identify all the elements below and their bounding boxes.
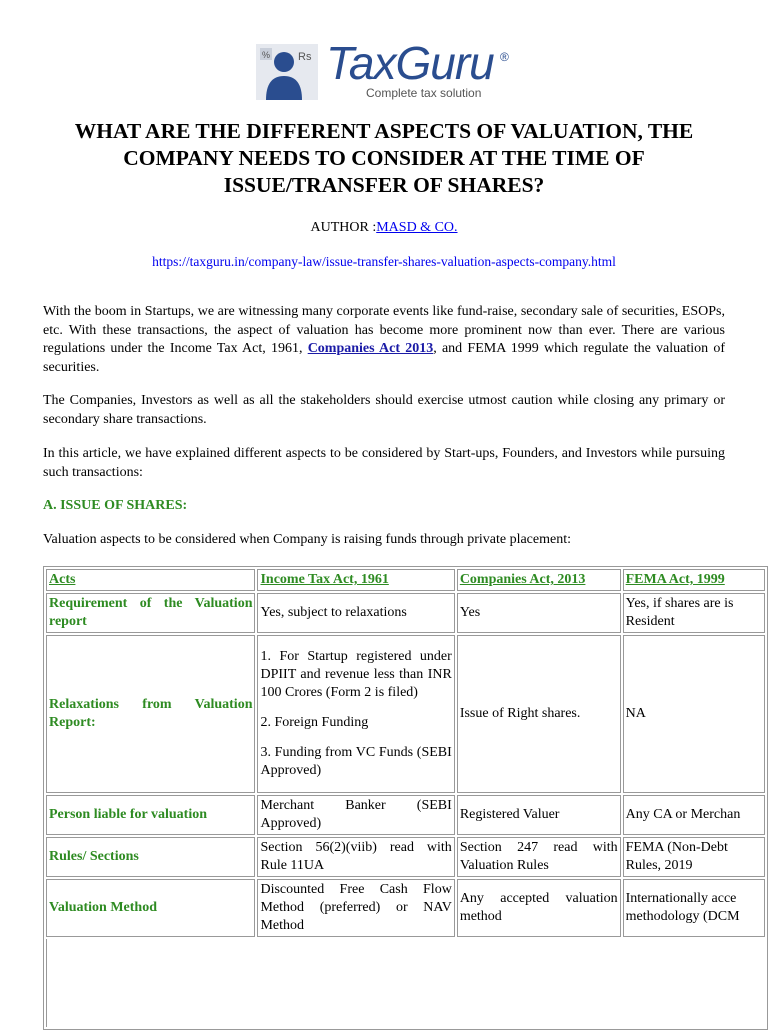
header-cell: Companies Act, 2013 [457, 569, 621, 591]
page-title: WHAT ARE THE DIFFERENT ASPECTS OF VALUATION, THE COMPANY NEEDS TO CONSIDER AT THE TIME OF ISSUE/TRANSFER OF SHARES? [74, 119, 694, 197]
logo-registered: ® [500, 50, 509, 64]
intro-paragraph: With the boom in Startups, we are witnessing many corporate events like fund-raise, secondary sale of securities, ESOPs, etc. With these transactions, the aspect of valuation has become more prominent now than ever. There are various regulations under the Income Tax Act, 1961, Companies Act 2013, and FEMA 1999 which regulate the valuation of securities. [43, 304, 725, 375]
logo-tagline: Complete tax solution [366, 86, 482, 100]
table-cell: Yes [457, 593, 621, 633]
relaxation-item: 3. Funding from VC Funds (SEBI Approved) [260, 745, 452, 778]
table-cell: Section 56(2)(viib) read with Rule 11UA [257, 837, 454, 877]
svg-text:Rs: Rs [298, 51, 312, 63]
article-url[interactable]: https://taxguru.in/company-law/issue-transfer-shares-valuation-aspects-company.html [152, 254, 616, 269]
explain-paragraph: In this article, we have explained different aspects to be considered by Start-ups, Founders, and Investors while pursuing such transactions: [43, 446, 725, 480]
section-heading-issue: A. ISSUE OF SHARES: [43, 498, 188, 513]
table-cell: Any CA or Merchan [623, 795, 765, 835]
table-row [46, 879, 765, 937]
author-line [0, 220, 768, 236]
header-cell: FEMA Act, 1999 [623, 569, 765, 591]
relaxation-item: 2. Foreign Funding [260, 715, 369, 730]
author-link[interactable]: MASD & CO. [376, 220, 458, 235]
table-cell: Internationally acce methodology (DCM [623, 879, 765, 937]
valuation-table [43, 566, 768, 1030]
table-cell: Any accepted valuation method [457, 879, 621, 937]
table-continuation [46, 939, 765, 1027]
table-cell: Section 247 read with Valuation Rules [457, 837, 621, 877]
row-label: Requirement of the Valuation report [46, 593, 255, 633]
table-cell: Registered Valuer [457, 795, 621, 835]
table-cell: FEMA (Non-Debt Rules, 2019 [623, 837, 765, 877]
table-cell: NA [623, 635, 765, 793]
table-cell: Merchant Banker (SEBI Approved) [257, 795, 454, 835]
table-cell: Yes, subject to relaxations [257, 593, 454, 633]
svg-text:%: % [262, 50, 271, 60]
author-label: AUTHOR : [310, 220, 377, 235]
table-cell: Issue of Right shares. [457, 635, 621, 793]
caution-paragraph: The Companies, Investors as well as all the stakeholders should exercise utmost caution while closing any primary or secondary share transactions. [43, 393, 725, 427]
row-label: Relaxations from Valuation Report: [46, 635, 255, 793]
header-cell: Acts [46, 569, 255, 591]
table-header-row [46, 569, 765, 591]
row-label: Valuation Method [46, 879, 255, 937]
taxguru-mark-icon [256, 44, 318, 100]
table-row [46, 635, 765, 793]
relaxation-item: 1. For Startup registered under DPIIT and revenue less than INR 100 Crores (Form 2 is filed) [260, 649, 452, 700]
table-row [46, 593, 765, 633]
table-row-continued [46, 939, 765, 1027]
valuation-aspects-paragraph: Valuation aspects to be considered when Company is raising funds through private placement: [43, 532, 571, 547]
table-row [46, 837, 765, 877]
table-cell: Yes, if shares are is Resident [623, 593, 765, 633]
table-row [46, 795, 765, 835]
logo-brand-text: TaxGuru [326, 37, 494, 89]
table-cell [257, 635, 454, 793]
companies-act-link[interactable]: Companies Act 2013 [307, 341, 434, 356]
taxguru-logo[interactable] [256, 37, 516, 100]
table-cell: Discounted Free Cash Flow Method (preferred) or NAV Method [257, 879, 454, 937]
row-label: Rules/ Sections [46, 837, 255, 877]
row-label: Person liable for valuation [46, 795, 255, 835]
header-cell: Income Tax Act, 1961 [257, 569, 454, 591]
